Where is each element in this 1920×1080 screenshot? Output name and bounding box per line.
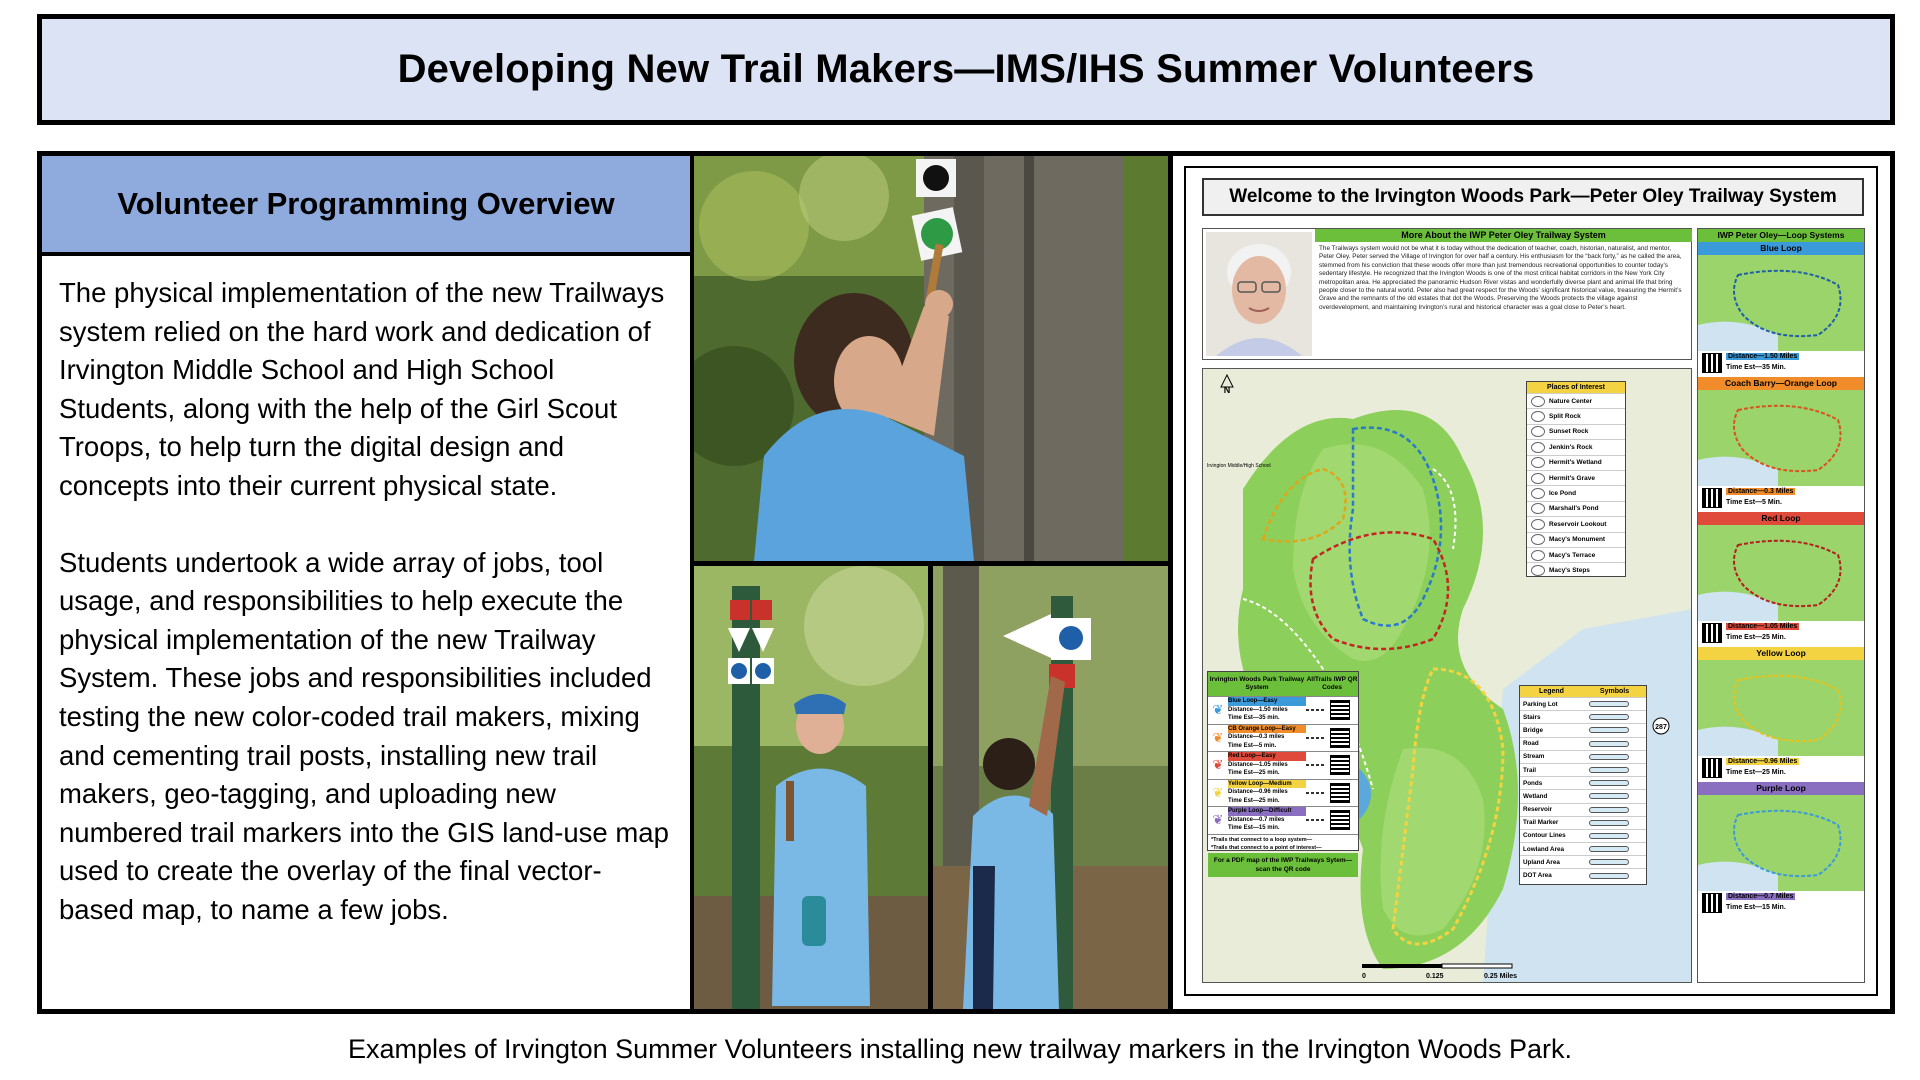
legend-label: Parking Lot	[1523, 700, 1558, 708]
scale-label-1: 0.125	[1426, 973, 1444, 980]
trail-note-poi: *Trails that connect to a point of interest—	[1211, 844, 1322, 851]
loop-distance: Distance—0.3 Miles	[1728, 488, 1794, 495]
qr-code-icon	[1328, 752, 1352, 779]
loop-title: Purple Loop	[1698, 782, 1864, 795]
route-label: 287	[1655, 724, 1667, 731]
loop-stats	[1698, 756, 1864, 782]
loop-time: Time Est—15 Min.	[1726, 904, 1786, 911]
poi-item	[1527, 485, 1625, 500]
legend-label: Contour Lines	[1523, 832, 1566, 840]
legend-box	[1519, 685, 1647, 885]
legend-label: Trail Marker	[1523, 819, 1559, 827]
poi-item	[1527, 408, 1625, 423]
leaf-icon: ❦	[1212, 812, 1224, 828]
legend-item	[1520, 803, 1646, 816]
leaf-icon: ❦	[1212, 729, 1224, 745]
poi-item	[1527, 532, 1625, 547]
loop-map-thumbnail	[1698, 660, 1864, 756]
scale-bar	[1362, 963, 1522, 983]
poi-label: Jenkin's Rock	[1549, 443, 1593, 451]
qr-code-icon	[1702, 893, 1722, 913]
poi-marker-icon	[1531, 457, 1545, 468]
legend-item	[1520, 789, 1646, 802]
trail-row-distance: Distance—0.3 miles	[1228, 734, 1285, 741]
loop-map-thumbnail	[1698, 255, 1864, 351]
loop-map-thumbnail	[1698, 795, 1864, 891]
trail-row	[1208, 806, 1358, 834]
loops-list	[1698, 242, 1864, 917]
scale-label-2: 0.25 Miles	[1484, 973, 1518, 980]
overview-paragraph-1: The physical implementation of the new Trailways system relied on the hard work and dedication of Irvington Middle School and High School Students, along with the help of the Girl Scout Troops, to help turn the digital design and concepts into their current physical state.	[59, 277, 665, 501]
alltrails-heading: AllTrails IWP QR Codes	[1306, 676, 1358, 691]
loop-title: Yellow Loop	[1698, 647, 1864, 660]
qr-code-icon	[1702, 353, 1722, 373]
poi-marker-icon	[1531, 396, 1545, 407]
loop-stats	[1698, 486, 1864, 512]
poi-label: Ice Pond	[1549, 490, 1577, 498]
legend-item	[1520, 868, 1646, 881]
places-of-interest-box	[1526, 381, 1626, 577]
legend-header	[1520, 686, 1646, 697]
overview-panel	[42, 156, 690, 1009]
about-text: The Trailways system would not be what it is today without the dedication of teacher, coach, historian, naturalist, and mentor, Peter Oley. Peter served the Village of Irvington for over half a century. His enthusiasm for the “back forty,” as he called the area, stemmed from his conviction that these woods offer more than just tremendous recreational opportunities to counter today’s sedentary lifestyle. He recognized that the Irvington Woods is one of the most critical habitat corridors in the New York City metropolitan area. He appreciated the panoramic Hudson River vistas and wonderfully diverse plant and animal life that bring people closer to the natural world. Peter also had great respect for the Woods’ significant historical value, treasuring the Hermit’s Grave and the remnants of the old estates that dot the Woods. Preserving the Woods protects the village against overdevelopment, and maintaining Irvington’s rural and historical character was a goal close to Peter’s heart.	[1319, 245, 1682, 311]
poi-marker-icon	[1531, 550, 1545, 561]
legend-label: Stream	[1523, 753, 1545, 761]
poi-marker-icon	[1531, 503, 1545, 514]
poi-label: Macy's Monument	[1549, 536, 1606, 544]
poi-item	[1527, 393, 1625, 408]
poi-item	[1527, 501, 1625, 516]
map-title: Welcome to the Irvington Woods Park—Peter Oley Trailway System	[1202, 178, 1864, 216]
poi-item	[1527, 470, 1625, 485]
legend-symbol-icon	[1589, 780, 1629, 786]
legend-item	[1520, 710, 1646, 723]
trail-row-distance: Distance—1.05 miles	[1228, 761, 1288, 768]
loop-time: Time Est—25 Min.	[1726, 769, 1786, 776]
trail-row-time: Time Est—15 min.	[1228, 825, 1280, 832]
legend-symbol-icon	[1589, 873, 1629, 879]
loop-stats	[1698, 351, 1864, 377]
legend-label: Road	[1523, 740, 1539, 748]
trail-line-icon	[1306, 752, 1328, 779]
about-heading: More About the IWP Peter Oley Trailway System	[1315, 229, 1692, 242]
trail-box-header	[1208, 672, 1358, 696]
main-frame	[37, 151, 1895, 1014]
poi-label: Macy's Terrace	[1549, 551, 1596, 559]
poi-label: Nature Center	[1549, 397, 1592, 405]
poi-label: Hermit's Grave	[1549, 474, 1595, 482]
legend-symbol-icon	[1589, 701, 1629, 707]
qr-code-icon	[1328, 780, 1352, 807]
leaf-icon: ❦	[1212, 784, 1224, 800]
poi-item	[1527, 562, 1625, 577]
poi-label: Split Rock	[1549, 413, 1581, 421]
legend-symbol-icon	[1589, 714, 1629, 720]
poi-marker-icon	[1531, 488, 1545, 499]
legend-symbol-icon	[1589, 727, 1629, 733]
qr-code-icon	[1702, 623, 1722, 643]
trail-row-distance: Distance—0.7 miles	[1228, 816, 1285, 823]
legend-symbol-icon	[1589, 741, 1629, 747]
trail-map-poster	[1173, 156, 1890, 1009]
trail-rows	[1208, 696, 1358, 834]
loop-distance: Distance—0.96 Miles	[1728, 758, 1798, 765]
legend-label: Trail	[1523, 766, 1536, 774]
legend-label: Bridge	[1523, 726, 1543, 734]
trail-row	[1208, 724, 1358, 752]
trail-row-time: Time Est—25 min.	[1228, 770, 1280, 777]
loop-time: Time Est—5 Min.	[1726, 499, 1782, 506]
poi-label: Reservoir Lookout	[1549, 520, 1607, 528]
trail-line-icon	[1306, 780, 1328, 807]
trail-row-distance: Distance—0.96 miles	[1228, 789, 1288, 796]
poi-item	[1527, 455, 1625, 470]
legend-label: Wetland	[1523, 792, 1548, 800]
loop-title: Red Loop	[1698, 512, 1864, 525]
legend-item	[1520, 855, 1646, 868]
trail-row-name: Yellow Loop—Medium	[1228, 780, 1306, 789]
overview-heading: Volunteer Programming Overview	[117, 186, 615, 221]
trail-row-time: Time Est—5 min.	[1228, 742, 1277, 749]
leaf-icon: ❦	[1212, 757, 1224, 773]
poi-label: Sunset Rock	[1549, 428, 1589, 436]
poi-list	[1527, 393, 1625, 578]
legend-label: Ponds	[1523, 779, 1543, 787]
title-banner	[37, 14, 1895, 125]
map-inner-frame	[1184, 166, 1878, 996]
poi-heading: Places of Interest	[1527, 382, 1625, 393]
loop-map-thumbnail	[1698, 390, 1864, 486]
legend-symbol-icon	[1589, 833, 1629, 839]
poi-item	[1527, 439, 1625, 454]
legend-item	[1520, 737, 1646, 750]
qr-code-icon	[1328, 697, 1352, 724]
loop-stats	[1698, 891, 1864, 917]
legend-symbol-icon	[1589, 859, 1629, 865]
trail-box-heading: Irvington Woods Park Trailway System	[1209, 676, 1305, 691]
photo-student-marker	[933, 566, 1168, 1009]
poi-marker-icon	[1531, 565, 1545, 576]
trail-row-name: Blue Loop—Easy	[1228, 697, 1306, 706]
portrait-peter-oley	[1206, 232, 1312, 356]
photo-student-post	[694, 566, 928, 1009]
qr-code-icon	[1702, 758, 1722, 778]
trail-line-icon	[1306, 697, 1328, 724]
trail-row-text	[1228, 807, 1306, 834]
scale-bar-graphic	[1362, 963, 1522, 971]
trail-row-text	[1228, 752, 1306, 779]
trail-row	[1208, 779, 1358, 807]
overview-body	[42, 256, 690, 930]
poi-item	[1527, 547, 1625, 562]
poi-marker-icon	[1531, 473, 1545, 484]
poi-marker-icon	[1531, 411, 1545, 422]
pdf-note: For a PDF map of the IWP Trailways Sytem—scan the QR code	[1208, 853, 1358, 877]
trail-line-icon	[1306, 725, 1328, 752]
legend-list	[1520, 697, 1646, 882]
trail-row	[1208, 751, 1358, 779]
qr-code-icon	[1328, 807, 1352, 834]
main-trail-map	[1202, 368, 1692, 983]
leaf-icon: ❦	[1212, 702, 1224, 718]
scale-label-0: 0	[1362, 973, 1366, 980]
loops-heading: IWP Peter Oley—Loop Systems	[1698, 229, 1864, 242]
trail-row-distance: Distance—1.50 miles	[1228, 706, 1288, 713]
loop-distance: Distance—0.7 Miles	[1728, 893, 1794, 900]
photo-caption: Examples of Irvington Summer Volunteers installing new trailway markers in the Irvington Woods Park.	[347, 1034, 1573, 1064]
poi-marker-icon	[1531, 534, 1545, 545]
trail-row-name: CB Orange Loop—Easy	[1228, 725, 1306, 734]
qr-code-icon	[1328, 725, 1352, 752]
trail-row-text	[1228, 725, 1306, 752]
poi-marker-icon	[1531, 519, 1545, 530]
legend-item	[1520, 763, 1646, 776]
legend-item	[1520, 816, 1646, 829]
trail-row-name: Red Loop—Easy	[1228, 752, 1306, 761]
poi-marker-icon	[1531, 442, 1545, 453]
trail-notes	[1208, 834, 1358, 853]
legend-heading: Legend	[1520, 686, 1583, 697]
photo-tree-marker	[694, 156, 1168, 561]
legend-symbol-icon	[1589, 767, 1629, 773]
loop-stats	[1698, 621, 1864, 647]
loop-title: Blue Loop	[1698, 242, 1864, 255]
legend-symbol-icon	[1589, 793, 1629, 799]
loop-distance: Distance—1.05 Miles	[1728, 623, 1798, 630]
legend-symbol-icon	[1589, 820, 1629, 826]
poi-item	[1527, 516, 1625, 531]
legend-label: Reservoir	[1523, 806, 1553, 814]
poi-label: Marshall's Pond	[1549, 505, 1599, 513]
symbols-heading: Symbols	[1583, 686, 1646, 697]
overview-header	[42, 156, 690, 256]
school-label: Irvington Middle/High School	[1207, 463, 1271, 469]
loop-time: Time Est—25 Min.	[1726, 634, 1786, 641]
trail-row-name: Purple Loop—Difficult	[1228, 807, 1306, 816]
trail-note-loop: *Trails that connect to a loop system—	[1211, 836, 1313, 843]
page-title: Developing New Trail Makers—IMS/IHS Summer Volunteers	[397, 47, 1535, 91]
trail-row-time: Time Est—25 min.	[1228, 797, 1280, 804]
qr-code-icon	[1702, 488, 1722, 508]
trail-row	[1208, 696, 1358, 724]
poi-label: Macy's Steps	[1549, 566, 1590, 574]
legend-label: Lowland Area	[1523, 845, 1565, 853]
legend-item	[1520, 829, 1646, 842]
loop-title: Coach Barry—Orange Loop	[1698, 377, 1864, 390]
trail-line-icon	[1306, 807, 1328, 834]
poi-marker-icon	[1531, 426, 1545, 437]
loop-distance: Distance—1.50 Miles	[1728, 353, 1798, 360]
loop-systems-column	[1697, 228, 1865, 983]
legend-symbol-icon	[1589, 846, 1629, 852]
loop-map-thumbnail	[1698, 525, 1864, 621]
about-box	[1202, 228, 1692, 360]
legend-label: Upland Area	[1523, 858, 1560, 866]
legend-item	[1520, 723, 1646, 736]
legend-item	[1520, 697, 1646, 710]
loop-time: Time Est—35 Min.	[1726, 364, 1786, 371]
poi-item	[1527, 424, 1625, 439]
legend-symbol-icon	[1589, 754, 1629, 760]
poi-label: Hermit's Wetland	[1549, 459, 1602, 467]
legend-item	[1520, 750, 1646, 763]
trail-row-time: Time Est—35 min.	[1228, 715, 1280, 722]
north-label: N	[1223, 385, 1231, 395]
legend-symbol-icon	[1589, 807, 1629, 813]
overview-paragraph-2: Students undertook a wide array of jobs, tool usage, and responsibilities to help execute the physical implementation of the new Trailway System. These jobs and responsibilities included testing the new color-coded trail makers, mixing and cementing trail posts, installing new trail makers, geo-tagging, and uploading new numbered trail markers into the GIS land-use map used to create the overlay of the final vector-based map, to name a few jobs.	[59, 546, 669, 925]
legend-item	[1520, 842, 1646, 855]
legend-label: Stairs	[1523, 713, 1541, 721]
legend-label: DOT Area	[1523, 872, 1552, 880]
trail-row-text	[1228, 697, 1306, 724]
legend-item	[1520, 776, 1646, 789]
trail-row-text	[1228, 780, 1306, 807]
trailway-system-box	[1207, 671, 1359, 873]
